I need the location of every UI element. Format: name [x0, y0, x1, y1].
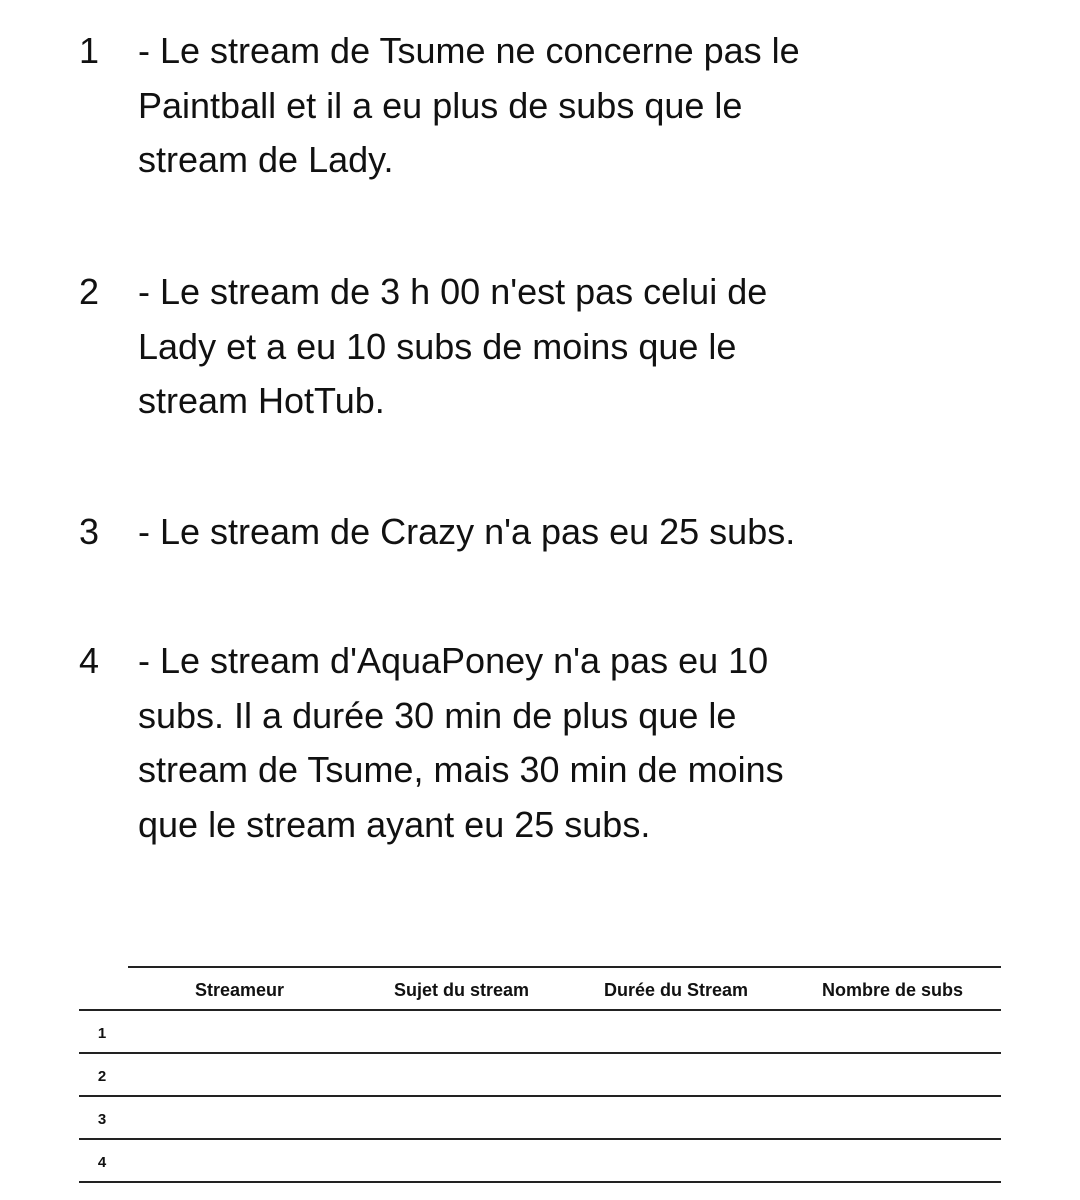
clue-text: - Le stream de 3 h 00 n'est pas celui de Lady et a eu 10 subs de moins que le stream HotTub.: [138, 271, 768, 421]
table-row-number: 2: [97, 1068, 107, 1085]
column-header-streameur: Streameur: [195, 980, 285, 1000]
column-header-duree: Durée du Stream: [604, 980, 749, 1000]
table-row-number: 4: [97, 1154, 107, 1171]
clue-number: 3: [79, 511, 100, 552]
table-row-number: 3: [97, 1111, 107, 1128]
clue-text: - Le stream d'AquaPoney n'a pas eu 10 subs. Il a durée 30 min de plus que le stream de Tsume, mais 30 min de moins que le stream ayant eu 25 subs.: [138, 640, 784, 845]
clue-number: 4: [79, 640, 100, 681]
table-row-rule: [79, 1052, 1001, 1054]
clue-number: 2: [79, 271, 100, 312]
table-header-rule: [79, 1009, 1001, 1011]
table-row-rule: [79, 1138, 1001, 1140]
clue-number: 1: [79, 30, 100, 71]
column-header-subs: Nombre de subs: [822, 980, 964, 1000]
table-top-rule: [128, 966, 1001, 968]
table-row-rule: [79, 1095, 1001, 1097]
table-bottom-rule: [79, 1181, 1001, 1183]
clue-text: - Le stream de Tsume ne concerne pas le Paintball et il a eu plus de subs que le stream de Lady.: [138, 30, 800, 180]
table-row-number: 1: [97, 1025, 107, 1042]
column-header-sujet: Sujet du stream: [394, 980, 530, 1000]
clue-text: - Le stream de Crazy n'a pas eu 25 subs.: [138, 511, 796, 552]
